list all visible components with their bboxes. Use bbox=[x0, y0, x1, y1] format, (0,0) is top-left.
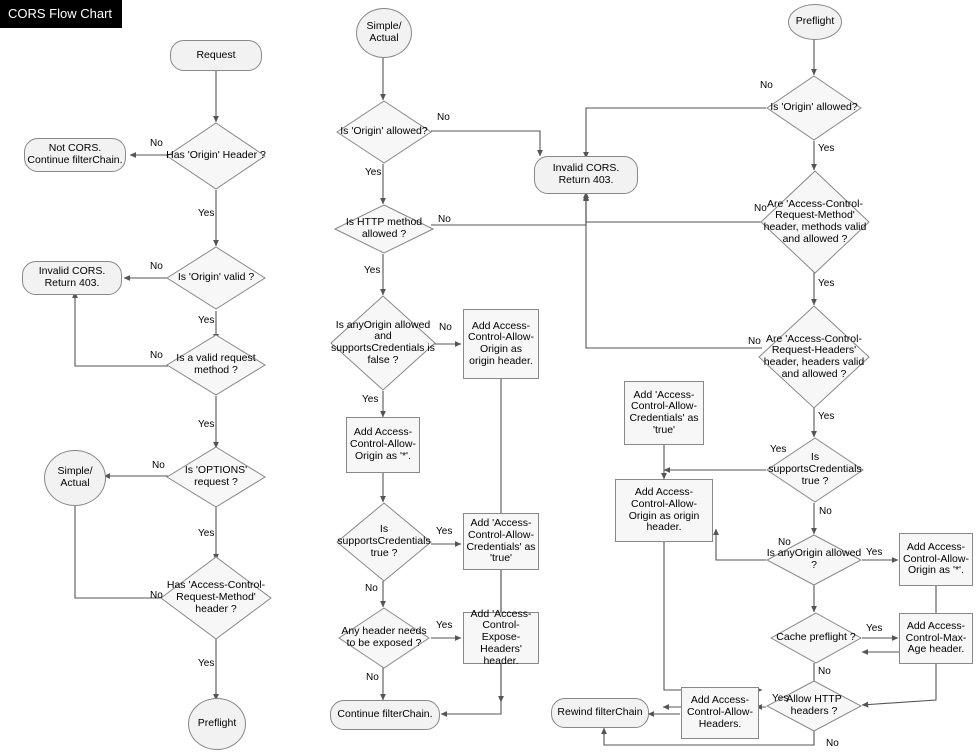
edge-label-yes: Yes bbox=[866, 623, 883, 634]
node-add-allow-credentials-right: Add 'Access-Control-Allow-Credentials' as 'true' bbox=[624, 381, 704, 445]
edge-label-no: No bbox=[754, 203, 767, 214]
node-continue-filterchain: Continue filterChain. bbox=[330, 700, 440, 730]
edge-label-no: No bbox=[150, 590, 163, 601]
edge-label-no: No bbox=[748, 336, 761, 347]
node-preflight-right: Preflight bbox=[788, 4, 842, 40]
edge-label-yes: Yes bbox=[818, 411, 835, 422]
node-add-allow-origin-star-middle: Add Access-Control-Allow-Origin as '*'. bbox=[346, 417, 420, 473]
edge-label-no: No bbox=[778, 537, 791, 548]
node-add-allow-headers: Add Access-Control-Allow-Headers. bbox=[681, 687, 759, 739]
edge-label-no: No bbox=[152, 460, 165, 471]
edge-label-yes: Yes bbox=[364, 265, 381, 276]
edge-label-no: No bbox=[150, 138, 163, 149]
edge-label-yes: Yes bbox=[198, 419, 215, 430]
node-cache-preflight: Cache preflight ? bbox=[770, 612, 862, 664]
edge-label-no: No bbox=[365, 583, 378, 594]
edge-label-yes: Yes bbox=[818, 278, 835, 289]
edge-label-no: No bbox=[438, 214, 451, 225]
edge-label-no: No bbox=[819, 506, 832, 517]
node-has-origin-header: Has 'Origin' Header ? bbox=[166, 122, 266, 190]
node-preflight-left: Preflight bbox=[188, 698, 246, 750]
node-request: Request bbox=[170, 40, 262, 71]
page-title: CORS Flow Chart bbox=[0, 0, 122, 28]
edge-label-no: No bbox=[437, 112, 450, 123]
node-invalid-cors-left: Invalid CORS. Return 403. bbox=[22, 261, 122, 295]
edge-label-yes: Yes bbox=[818, 143, 835, 154]
node-origin-valid: Is 'Origin' valid ? bbox=[166, 246, 266, 310]
edge-label-yes: Yes bbox=[365, 167, 382, 178]
edge-label-no: No bbox=[439, 322, 452, 333]
node-origin-allowed-middle: Is 'Origin' allowed? bbox=[336, 100, 432, 164]
node-supports-credentials-middle: Is supportsCredentials true ? bbox=[336, 502, 432, 582]
node-origin-allowed-right: Is 'Origin' allowed? bbox=[766, 75, 862, 141]
node-add-allow-origin-header-middle: Add Access-Control-Allow-Origin as origin header. bbox=[463, 309, 539, 379]
node-simple-actual-left: Simple/ Actual bbox=[44, 450, 106, 506]
edge-label-yes: Yes bbox=[198, 528, 215, 539]
node-supports-credentials-right: Is supportsCredentials true ? bbox=[766, 437, 864, 503]
edge-label-yes: Yes bbox=[198, 208, 215, 219]
node-add-allow-origin-star-right: Add Access-Control-Allow-Origin as '*'. bbox=[899, 533, 973, 586]
edge-label-no: No bbox=[366, 672, 379, 683]
node-has-acrm-header: Has 'Access-Control-Request-Method' header ? bbox=[160, 556, 272, 640]
edge-label-yes: Yes bbox=[362, 394, 379, 405]
edge-label-yes: Yes bbox=[198, 315, 215, 326]
node-is-options-request: Is 'OPTIONS' request ? bbox=[166, 446, 266, 508]
node-anyorigin-allowed-right: Is anyOrigin allowed ? bbox=[766, 534, 862, 586]
edge-label-yes: Yes bbox=[772, 693, 789, 704]
node-http-method-allowed: Is HTTP method allowed ? bbox=[334, 204, 434, 254]
node-anyorigin-allowed-middle: Is anyOrigin allowed and supportsCredentials is false ? bbox=[330, 295, 436, 391]
node-invalid-cors-middle: Invalid CORS. Return 403. bbox=[534, 156, 638, 194]
node-any-header-exposed: Any header needs to be exposed ? bbox=[338, 607, 430, 669]
edge-label-yes: Yes bbox=[866, 547, 883, 558]
edge-label-no: No bbox=[826, 738, 839, 749]
edge-label-no: No bbox=[150, 261, 163, 272]
node-allow-http-headers: Allow HTTP headers ? bbox=[766, 680, 862, 732]
node-acrh-valid-allowed: Are 'Access-Control-Request-Headers' header, headers valid and allowed ? bbox=[758, 305, 870, 409]
edge-label-no: No bbox=[760, 80, 773, 91]
edge-label-no: No bbox=[150, 350, 163, 361]
edge-label-yes: Yes bbox=[770, 444, 787, 455]
node-simple-actual-middle: Simple/ Actual bbox=[356, 8, 412, 58]
edge-label-no: No bbox=[818, 666, 831, 677]
edge-label-yes: Yes bbox=[436, 526, 453, 537]
node-add-allow-credentials-middle: Add 'Access-Control-Allow-Credentials' as 'true' bbox=[463, 513, 539, 570]
node-add-allow-origin-header-right: Add Access-Control-Allow-Origin as origin header. bbox=[615, 479, 713, 542]
node-valid-request-method: Is a valid request method ? bbox=[166, 334, 266, 396]
node-rewind-filterchain: Rewind filterChain bbox=[551, 698, 649, 728]
edge-label-yes: Yes bbox=[198, 658, 215, 669]
node-not-cors-continue: Not CORS. Continue filterChain. bbox=[24, 138, 126, 172]
node-acrm-valid-allowed: Are 'Access-Control-Request-Method' header, methods valid and allowed ? bbox=[760, 170, 870, 274]
node-add-expose-headers: Add 'Access-Control-Expose-Headers' header. bbox=[463, 612, 539, 664]
node-add-max-age: Add Access-Control-Max-Age header. bbox=[899, 613, 973, 664]
edge-label-yes: Yes bbox=[436, 620, 453, 631]
